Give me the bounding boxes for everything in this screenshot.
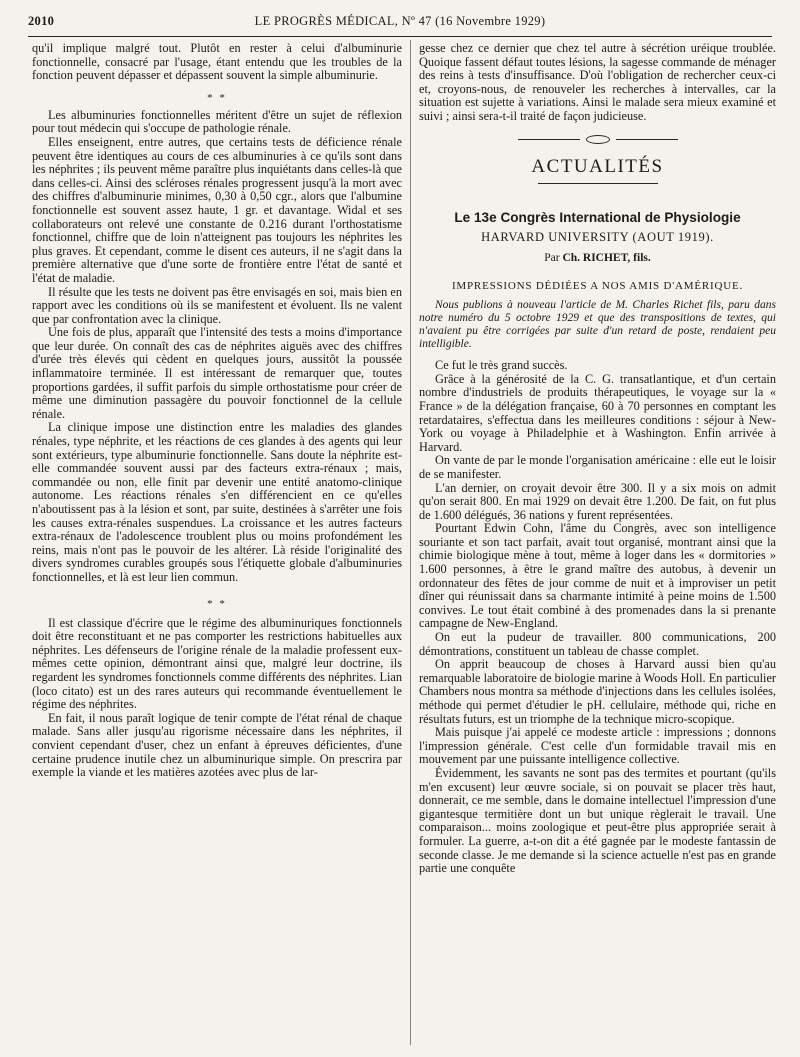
paragraph: gesse chez ce dernier que chez tel autre à sécrétion uréique troublée. Quoique fassent défaut toutes lésions, la sagesse commande de ménager des reins à tests d'insuffisance. D'où l'obligation de rechercher ceux-ci et, croyons-nous, de renouveler les recherches à intervalles, car la situation est sujette à variations. Ainsi le malade sera mieux examiné et suivi ; ainsi sera-t-il traité de façon judicieuse. [419, 41, 776, 123]
editor-note: Nous publions à nouveau l'article de M. Charles Richet fils, paru dans notre numéro du 5 octobre 1929 et que des transpositions de textes, qui n'avaient pu être corrigées par suite d'un retard de poste, rendaient peu intelligible. [419, 299, 776, 351]
paragraph: qu'il implique malgré tout. Plutôt en rester à celui d'albuminurie fonctionnelle, consacré par l'usage, étant entendu que les troubles de la fonction peuvent dépasser et dépassent souvent la simple albuminurie. [32, 41, 402, 83]
paragraph: En fait, il nous paraît logique de tenir compte de l'état rénal de chaque malade. Sans aller jusqu'au rigorisme nécessaire dans les néphrites, il convient cependant d'user, chez un enfant à épreuves déficientes, d'une certaine prudence inutile chez un albuminurique simple. On prescrira par exemple la viande et les matières azotées avec plus de lar- [32, 710, 402, 780]
paragraph: L'an dernier, on croyait devoir être 300. Il y a six mois on admit qu'on serait 800. En mai 1929 on devait être 1.200. De fait, on fut plus de 1.600 délégués, 36 nations y furent représentées. [419, 480, 776, 522]
ornament-divider [518, 134, 678, 146]
paragraph: La clinique impose une distinction entre les maladies des glandes rénales, type néphrite, et les réactions de ces glandes à des agents qui leur sont extérieurs, type albuminurie fonctionnelle. Sans doute la néphrite est-elle commandée souvent aussi par des facteurs extra-rénaux ; mais, commandée ou non, elle finit par devenir une entité anatomo-clinique autonome. Les réactions rénales s'en différencient en ce qu'elles n'aboutissent pas à la lésion et sont, par suite, destinées à s'arrêter une fois les causes extra-rénales suspendues. La croissance et les autres facteurs extra-rénaux de l'adolescence troublent plus ou moins profondément les reins, mais n'ont pas le pouvoir de les altérer. Là réside l'originalité des divers syndromes curables groupés sous l'étiquette globale d'albuminuries fonctionnelles, et là est leur lien commun. [32, 420, 402, 584]
asterism: * * [207, 597, 227, 610]
paragraph: Ce fut le très grand succès. [435, 358, 568, 373]
byline-prefix: Par [544, 252, 560, 265]
paragraph: On vante de par le monde l'organisation américaine : elle eut le loisir de se manifester. [419, 453, 776, 481]
dedication: IMPRESSIONS DÉDIÉES A NOS AMIS D'AMÉRIQUE. [451, 280, 744, 293]
paragraph: Une fois de plus, apparaît que l'intensité des tests a moins d'importance que leur durée. On connaît des cas de néphrites aiguës avec des chiffres d'urée très élevés qui cèdent en quelques jours, aussitôt la poussée inflammatoire terminée. Il est intéressant de remarquer que, toutes proportions gardées, il suffit parfois du simple orthostatisme pour créer de même une diminution passagère du pouvoir fonctionnel de la cellule rénale. [32, 325, 402, 421]
paragraph: On apprit beaucoup de choses à Harvard aussi bien qu'au remarquable laboratoire de biologie marine à Woods Holl. En particulier Chambers nous montra sa méthode d'injections dans les cellules isolées, méthode qui permet d'étudier le pH. cellulaire, méthode qui, riche en résultats futurs, est un triomphe de la technique micro-scopique. [419, 657, 776, 726]
paragraph: Évidemment, les savants ne sont pas des termites et pourtant (qu'ils m'en excusent) leur œuvre sociale, si on pouvait se placer très haut, donnerait, ce me semble, dans le domaine intellectuel l'impression d'une gigantesque termitière dont un but unique règlerait le travail. Une comparaison... moins zoologique et peut-être plus appropriée serait à formuler. La guerre, a-t-on dit a été gagnée par le modeste fantassin de seconde classe. Je me demande si la science actuelle n'est pas en grande partie une conquête [419, 765, 776, 876]
paragraph: Les albuminuries fonctionnelles méritent d'être un sujet de réflexion pour tout médecin qui s'occupe de pathologie rénale. [32, 107, 402, 136]
header-rule [28, 36, 772, 37]
paragraph: Pourtant Edwin Cohn, l'âme du Congrès, avec son intelligence souriante et son tact parfait, avait tout organisé, montrant ainsi que la chimie biologique mène à tout, même à loger dans les « dormitories » 1.600 personnes, à être le grand maître des autobus, à devenir un ordonnateur des fêtes de jour comme de nuit et à improviser un petit dîner qui réunissait dans sa charmante intimité à peine moins de 1.500 convives. Le tout était combiné à des promenades dans la si prenante campagne de New-England. [419, 521, 776, 631]
page-number: 2010 [28, 14, 55, 28]
paragraph: On eut la pudeur de travailler. 800 communications, 200 démontrations, constituent un tableau de chasse complet. [419, 630, 776, 658]
byline-author: Ch. RICHET, fils. [562, 252, 651, 265]
page-header [28, 14, 772, 34]
section-rule [538, 183, 658, 184]
asterism: * * [207, 91, 227, 104]
paragraph: Il est classique d'écrire que le régime des albuminuriques fonctionnels doit être reconstituant et ne pas comporter les restrictions habituelles aux néphrites. Les défenseurs de l'origine rénale de la maladie professent eux-mêmes cette opinion, démontrant ainsi que, malgré leur doctrine, ils regardent les syndromes fonctionnels comme différents des néphrites. Lian (loco citato) est un des rares auteurs qui recommande éventuellement le régime des néphrites. [32, 615, 402, 712]
left-column [32, 42, 402, 780]
paragraph: Grâce à la générosité de la C. G. transatlantique, et d'un certain nombre d'industriels de produits thérapeutiques, le voyage sur la « France » de la délégation française, 60 à 70 personnes en comptant les retardataires, s'effectua dans les meilleures conditions : séjour à New-York ou voyage à Philadelphie et à Washington. Enfin arrivée à Harvard. [419, 371, 776, 454]
right-column [419, 42, 776, 876]
section-heading: ACTUALITÉS [531, 155, 664, 177]
article-subtitle: HARVARD UNIVERSITY (AOUT 1919). [481, 230, 714, 245]
paragraph: Mais puisque j'ai appelé ce modeste article : impressions ; donnons l'impression générale. C'est celle d'un formidable travail mis en mouvement par une puissante intelligence collective. [419, 725, 776, 767]
article-title: Le 13e Congrès International de Physiologie [454, 210, 741, 226]
byline [419, 251, 776, 265]
paragraph: Elles enseignent, entre autres, que certains tests de déficience rénale peuvent être identiques au cours de ces albuminuries à ce qu'ils sont dans les néphrites ; ils peuvent même paraître plus inquiétants dans celles-là que dans celles-ci. Ainsi des scléroses rénales progressent jusqu'à la mort avec des chiffres d'albuminurie minimes, 0,30 à 0,50 cgr., alors que l'albumine fonctionnelle est souvent assez haute, 1 gr. et davantage. Widal et ses collaborateurs ont relevé une constante de 0.216 durant l'orthostatisme fonctionnel, chiffre que de loin n'atteignent pas toujours les néphrites les plus graves. Et cependant, comme le disent ces auteurs, il ne s'agit dans la première alternative que d'une sorte de frontière entre l'état de santé et l'état de maladie. [32, 134, 402, 285]
running-title: LE PROGRÈS MÉDICAL, Nº 47 (16 Novembre 1929) [254, 14, 546, 28]
column-divider [410, 40, 411, 1045]
paragraph: Il résulte que les tests ne doivent pas être envisagés en soi, mais bien en rapport avec les conditions où ils se manifestent et évoluent. Ils ne valent que par confrontation avec la clinique. [32, 284, 402, 326]
